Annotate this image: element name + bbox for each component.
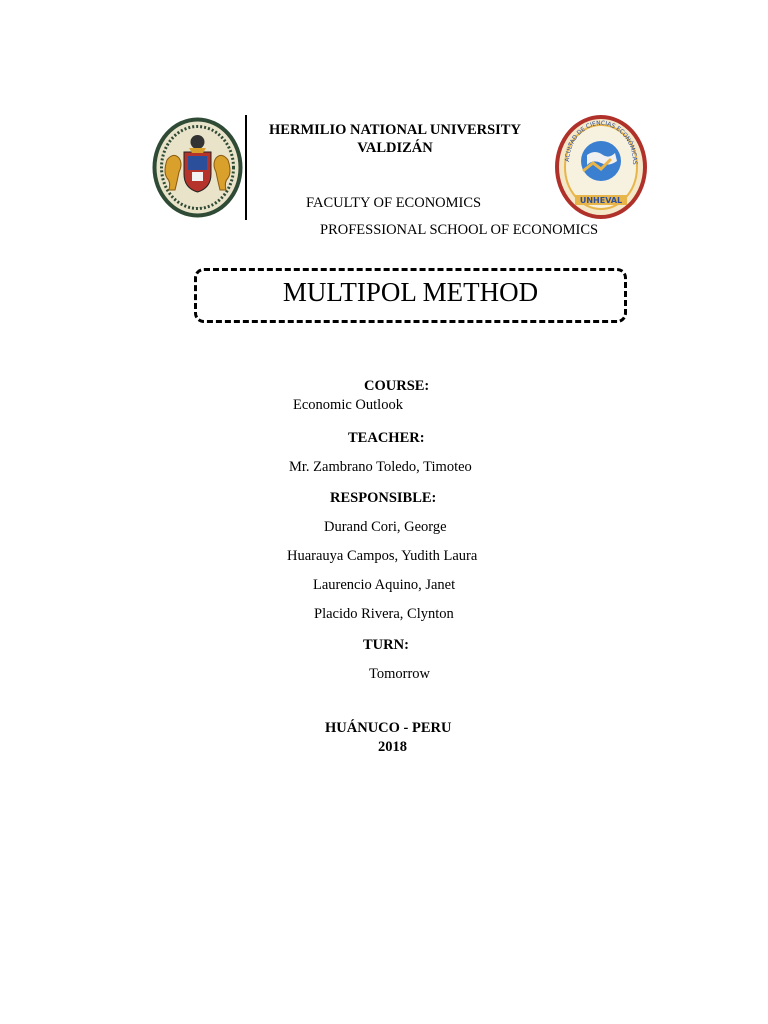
responsible-member: Laurencio Aquino, Janet: [313, 577, 456, 593]
responsible-member: Durand Cori, George: [324, 519, 447, 535]
teacher-label: TEACHER:: [348, 430, 425, 446]
responsible-label: RESPONSIBLE:: [330, 490, 437, 506]
university-name-line2: VALDIZÁN: [357, 140, 433, 156]
document-title: MULTIPOL METHOD: [282, 277, 539, 307]
turn-value: Tomorrow: [369, 666, 431, 682]
school-name: PROFESSIONAL SCHOOL OF ECONOMICS: [320, 222, 599, 238]
university-name-line1: HERMILIO NATIONAL UNIVERSITY: [269, 122, 521, 138]
teacher-value: Mr. Zambrano Toledo, Timoteo: [289, 459, 472, 475]
course-value: Economic Outlook: [293, 397, 403, 413]
svg-text:· · · · · ·: · · · · · ·: [188, 205, 207, 211]
responsible-member: Huarauya Campos, Yudith Laura: [287, 548, 478, 564]
svg-text:FACULTAD DE CIENCIAS ECONÓMICA: ACULTAD DE CIENCIAS ECONÓMICAS: [563, 119, 639, 165]
responsible-member: Placido Rivera, Clynton: [314, 606, 454, 622]
faculty-badge-logo: [553, 113, 649, 221]
university-seal-logo: [151, 116, 244, 219]
university-name: [240, 121, 550, 157]
svg-text:UNHEVAL: UNHEVAL: [579, 196, 623, 205]
place-label: HUÁNUCO - PERU: [325, 720, 452, 736]
course-label: COURSE:: [364, 378, 430, 394]
faculty-name: FACULTY OF ECONOMICS: [306, 195, 482, 211]
turn-label: TURN:: [363, 637, 409, 653]
year-label: 2018: [378, 739, 407, 755]
